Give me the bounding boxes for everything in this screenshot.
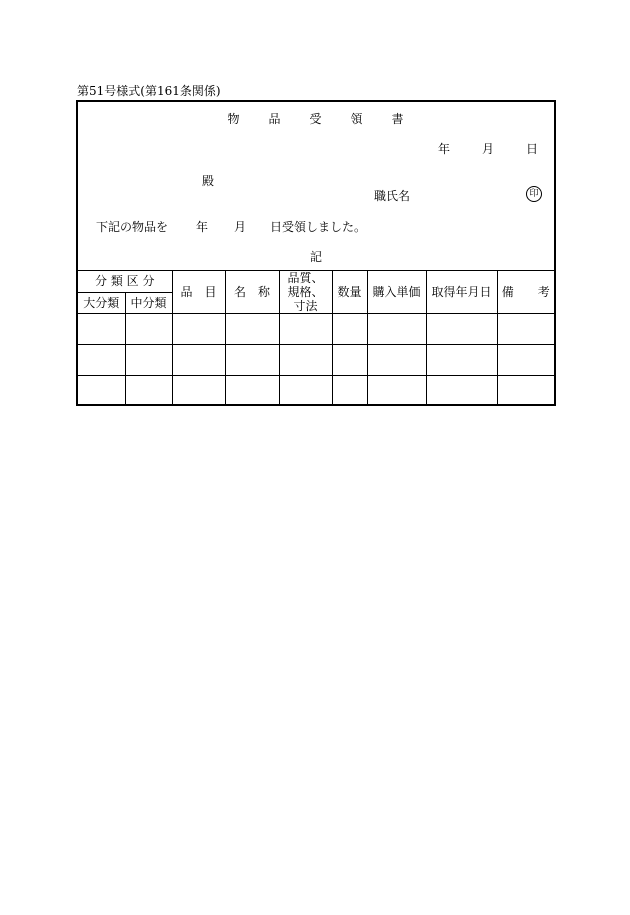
header-quantity: 数量 <box>332 271 367 314</box>
table-cell[interactable] <box>426 376 497 407</box>
header-classification: 分 類 区 分 <box>78 271 172 293</box>
date-line <box>406 142 538 156</box>
table-cell[interactable] <box>332 376 367 407</box>
header-remarks: 備 考 <box>497 271 554 314</box>
table-cell[interactable] <box>172 314 225 345</box>
title-char: 領 <box>350 112 364 126</box>
table-cell[interactable] <box>426 314 497 345</box>
table-cell[interactable] <box>125 376 172 407</box>
title-char: 品 <box>268 112 282 126</box>
addressee-suffix: 殿 <box>202 174 215 188</box>
date-year: 年 <box>437 142 450 156</box>
table-cell[interactable] <box>279 314 332 345</box>
table-cell[interactable] <box>279 376 332 407</box>
table-cell[interactable] <box>172 345 225 376</box>
table-cell[interactable] <box>367 314 426 345</box>
receipt-form-frame <box>76 100 556 406</box>
ki-label: 記 <box>309 250 322 264</box>
table-cell[interactable] <box>367 376 426 407</box>
receipt-sentence <box>96 220 366 234</box>
header-acquisition-date: 取得年月日 <box>426 271 497 314</box>
date-month: 月 <box>481 142 494 156</box>
table-cell[interactable] <box>332 314 367 345</box>
table-cell[interactable] <box>78 314 125 345</box>
header-minor-class: 中分類 <box>125 292 172 314</box>
table-cell[interactable] <box>426 345 497 376</box>
table-cell[interactable] <box>367 345 426 376</box>
seal-icon: 印 <box>526 186 542 202</box>
sentence-month: 月 <box>234 220 247 234</box>
table-row <box>78 376 554 407</box>
sentence-part2: 日受領しました。 <box>270 220 367 234</box>
table-cell[interactable] <box>125 345 172 376</box>
table-cell[interactable] <box>225 345 279 376</box>
table-cell[interactable] <box>497 314 554 345</box>
table-cell[interactable] <box>497 376 554 407</box>
table-cell[interactable] <box>78 376 125 407</box>
header-item: 品 目 <box>172 271 225 314</box>
title-char: 書 <box>391 112 405 126</box>
table-cell[interactable] <box>78 345 125 376</box>
header-unit-price: 購入単価 <box>367 271 426 314</box>
sentence-part1: 下記の物品を <box>96 220 169 234</box>
table-cell[interactable] <box>225 314 279 345</box>
date-day: 日 <box>525 142 538 156</box>
form-title <box>78 112 554 126</box>
title-char: 受 <box>309 112 323 126</box>
table-row <box>78 345 554 376</box>
table-cell[interactable] <box>497 345 554 376</box>
table-cell[interactable] <box>125 314 172 345</box>
title-char: 物 <box>227 112 241 126</box>
form-number: 第51号様式(第161条関係) <box>77 84 221 98</box>
items-table <box>78 270 554 406</box>
header-major-class: 大分類 <box>78 292 125 314</box>
header-name: 名 称 <box>225 271 279 314</box>
table-cell[interactable] <box>332 345 367 376</box>
sentence-year: 年 <box>196 220 209 234</box>
table-row <box>78 314 554 345</box>
table-cell[interactable] <box>279 345 332 376</box>
table-cell[interactable] <box>172 376 225 407</box>
header-quality: 品質、規格、寸法 <box>279 271 332 314</box>
table-cell[interactable] <box>225 376 279 407</box>
signer-label: 職氏名 <box>374 189 411 203</box>
